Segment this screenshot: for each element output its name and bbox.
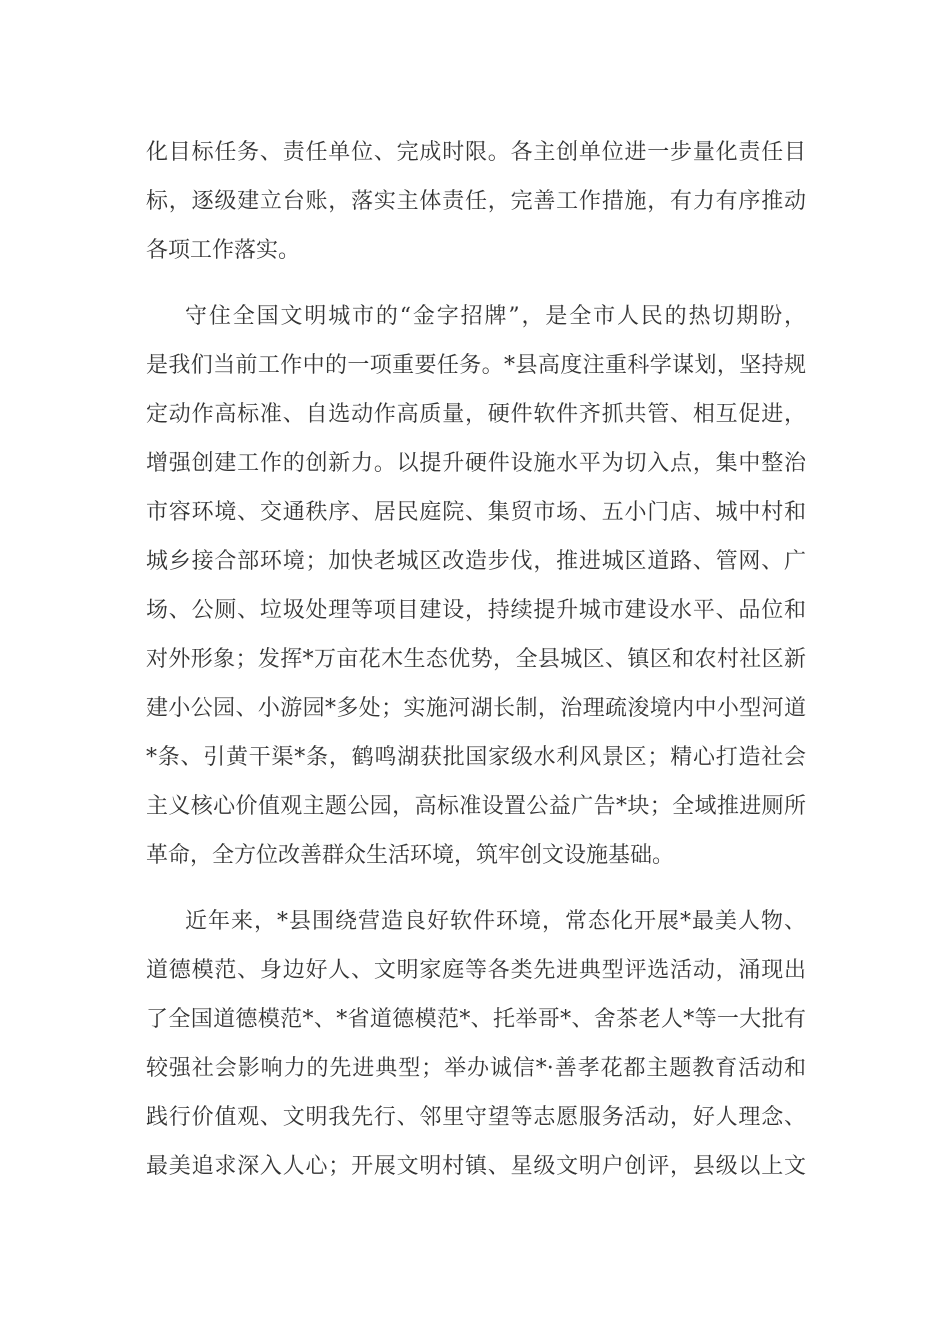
text-line: 践行价值观、文明我先行、邻里守望等志愿服务活动，好人理念、 (146, 1105, 806, 1130)
text-line: 建小公园、小游园*多处；实施河湖长制，治理疏浚境内中小型河道 (146, 696, 806, 721)
paragraph (146, 897, 806, 1191)
text-line: 近年来，*县围绕营造良好软件环境，常态化开展*最美人物、 (185, 909, 806, 934)
text-line: 较强社会影响力的先进典型；举办诚信*·善孝花都主题教育活动和 (146, 1056, 806, 1081)
text-line: 各项工作落实。 (146, 238, 301, 263)
text-line: 是我们当前工作中的一项重要任务。*县高度注重科学谋划，坚持规 (146, 353, 806, 378)
text-line: 道德模范、身边好人、文明家庭等各类先进典型评选活动，涌现出 (146, 958, 806, 983)
text-line: 主义核心价值观主题公园，高标准设置公益广告*块；全域推进厕所 (146, 794, 806, 819)
text-line: 对外形象；发挥*万亩花木生态优势，全县城区、镇区和农村社区新 (146, 647, 806, 672)
text-line: 增强创建工作的创新力。以提升硬件设施水平为切入点，集中整治 (146, 451, 806, 476)
text-line: 革命，全方位改善群众生活环境，筑牢创文设施基础。 (146, 843, 675, 868)
text-line: 城乡接合部环境；加快老城区改造步伐，推进城区道路、管网、广 (146, 549, 806, 574)
paragraph (146, 292, 806, 880)
document-page (146, 128, 806, 1208)
paragraph (146, 128, 806, 275)
text-line: 标，逐级建立台账，落实主体责任，完善工作措施，有力有序推动 (146, 189, 806, 214)
text-line: 化目标任务、责任单位、完成时限。各主创单位进一步量化责任目 (146, 140, 806, 165)
text-line: 守住全国文明城市的“金字招牌”，是全市人民的热切期盼， (185, 304, 806, 329)
text-line: 场、公厕、垃圾处理等项目建设，持续提升城市建设水平、品位和 (146, 598, 806, 623)
text-line: 定动作高标准、自选动作高质量，硬件软件齐抓共管、相互促进， (146, 402, 806, 427)
text-line: 最美追求深入人心；开展文明村镇、星级文明户创评，县级以上文 (146, 1154, 806, 1179)
text-line: 了全国道德模范*、*省道德模范*、托举哥*、舍茶老人*等一大批有 (146, 1007, 806, 1032)
text-line: *条、引黄干渠*条，鹤鸣湖获批国家级水利风景区；精心打造社会 (146, 745, 806, 770)
text-line: 市容环境、交通秩序、居民庭院、集贸市场、五小门店、城中村和 (146, 500, 806, 525)
